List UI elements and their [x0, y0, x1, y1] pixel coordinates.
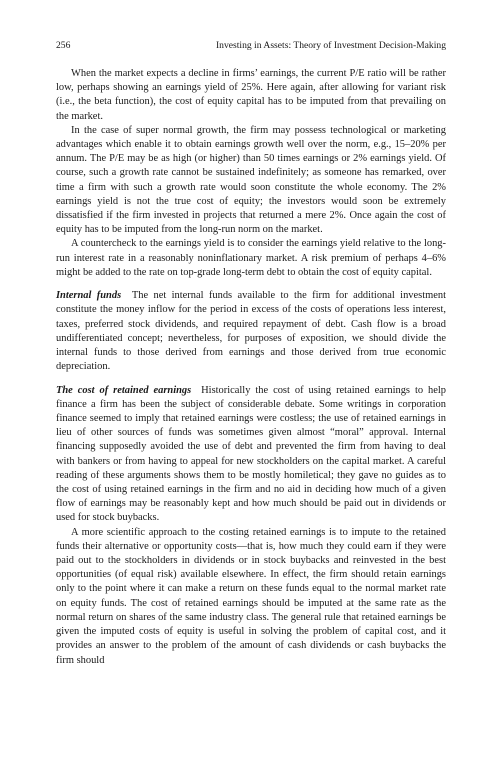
paragraph-text: A more scientific approach to the costing retained earnings is to impute to the retained funds their alternative or opportunity costs—that is, how much they could earn if they were paid out to the stockholders in dividends or in stock buybacks and reinvested in the best opportunities (of equal risk) available elsewhere. In effect, the firm should retain earnings only to the point where it can make a return on these funds equal to the normal market rate on equity funds. The cost of retained earnings should be imputed at the same rate as the normal return on shares of the same industry class. The general rule that retained earnings be given the imputed costs of equity is useful in solving the problem of capital cost, and it provides an answer to the problem of the amount of cash dividends or cash buybacks the firm should	[56, 526, 446, 666]
paragraph	[56, 67, 446, 124]
run-in-heading: Internal funds	[56, 290, 122, 302]
paragraph-text: In the case of super normal growth, the firm may possess technological or marketing advantages which enable it to obtain earnings growth well over the norm, e.g., 15–20% per annum. The P/E may be as high (or higher) than 50 times earnings or 2% earnings yield. Of course, such a growth rate cannot be sustained indefinitely; as someone has remarked, over time a firm with such a growth rate would soon constitute the whole economy. The 2% earnings yield is not the true cost of equity; the investors would soon be extremely dissatisfied if the firm invested in projects that returned a mere 2%. Once again the cost of equity has to be imputed from the long-run norm on the market.	[56, 124, 446, 236]
paragraph-text: When the market expects a decline in firms’ earnings, the current P/E ratio will be rather low, perhaps showing an earnings yield of 25%. Here again, after allowing for variant risk (i.e., the beta function), the cost of equity capital has to be imputed from that prevailing on the market.	[56, 68, 446, 122]
body-text	[56, 67, 446, 668]
run-in-heading: The cost of retained earnings	[56, 384, 192, 396]
paragraph-text: Historically the cost of using retained earnings to help finance a firm has been the subject of considerable debate. Some writings in corporation finance seemed to imply that retained earnings were costless; the use of retained earnings in lieu of other sources of funds was sometimes given almost “moral” approval. Internal financing supposedly avoided the use of debt and prevented the firm from having to deal with bankers or from having to appeal for new stockholders on the capital market. A careful reading of these arguments shows them to be mostly homiletical; they gave no guides as to the cost of using retained earnings in the firm and no aid in deciding how much of a given flow of earnings may be reasonably kept and how much should be paid out in dividends or used for stock buybacks.	[56, 384, 446, 524]
page-number: 256	[56, 40, 71, 51]
paragraph-text: The net internal funds available to the firm for additional investment constitute the money inflow for the period in excess of the costs of operations less interest, taxes, preferred stock dividends, and required repayment of debt. Cash flow is a broad undifferentiated concept; nevertheless, for purposes of exposition, we should divide the internal funds to those derived from earnings and those derived from true economic depreciation.	[56, 290, 446, 373]
paragraph	[56, 237, 446, 280]
paragraph	[56, 526, 446, 668]
running-title: Investing in Assets: Theory of Investment Decision-Making	[215, 40, 446, 51]
paragraph-internal-funds	[56, 289, 446, 374]
paragraph-cost-of-retained-earnings	[56, 384, 446, 526]
paragraph-text: A countercheck to the earnings yield is to consider the earnings yield relative to the long-run interest rate in a reasonably noninflationary market. A risk premium of perhaps 4–6% might be added to the rate on top-grade long-term debt to obtain the cost of equity capital.	[56, 238, 446, 278]
paragraph	[56, 124, 446, 238]
